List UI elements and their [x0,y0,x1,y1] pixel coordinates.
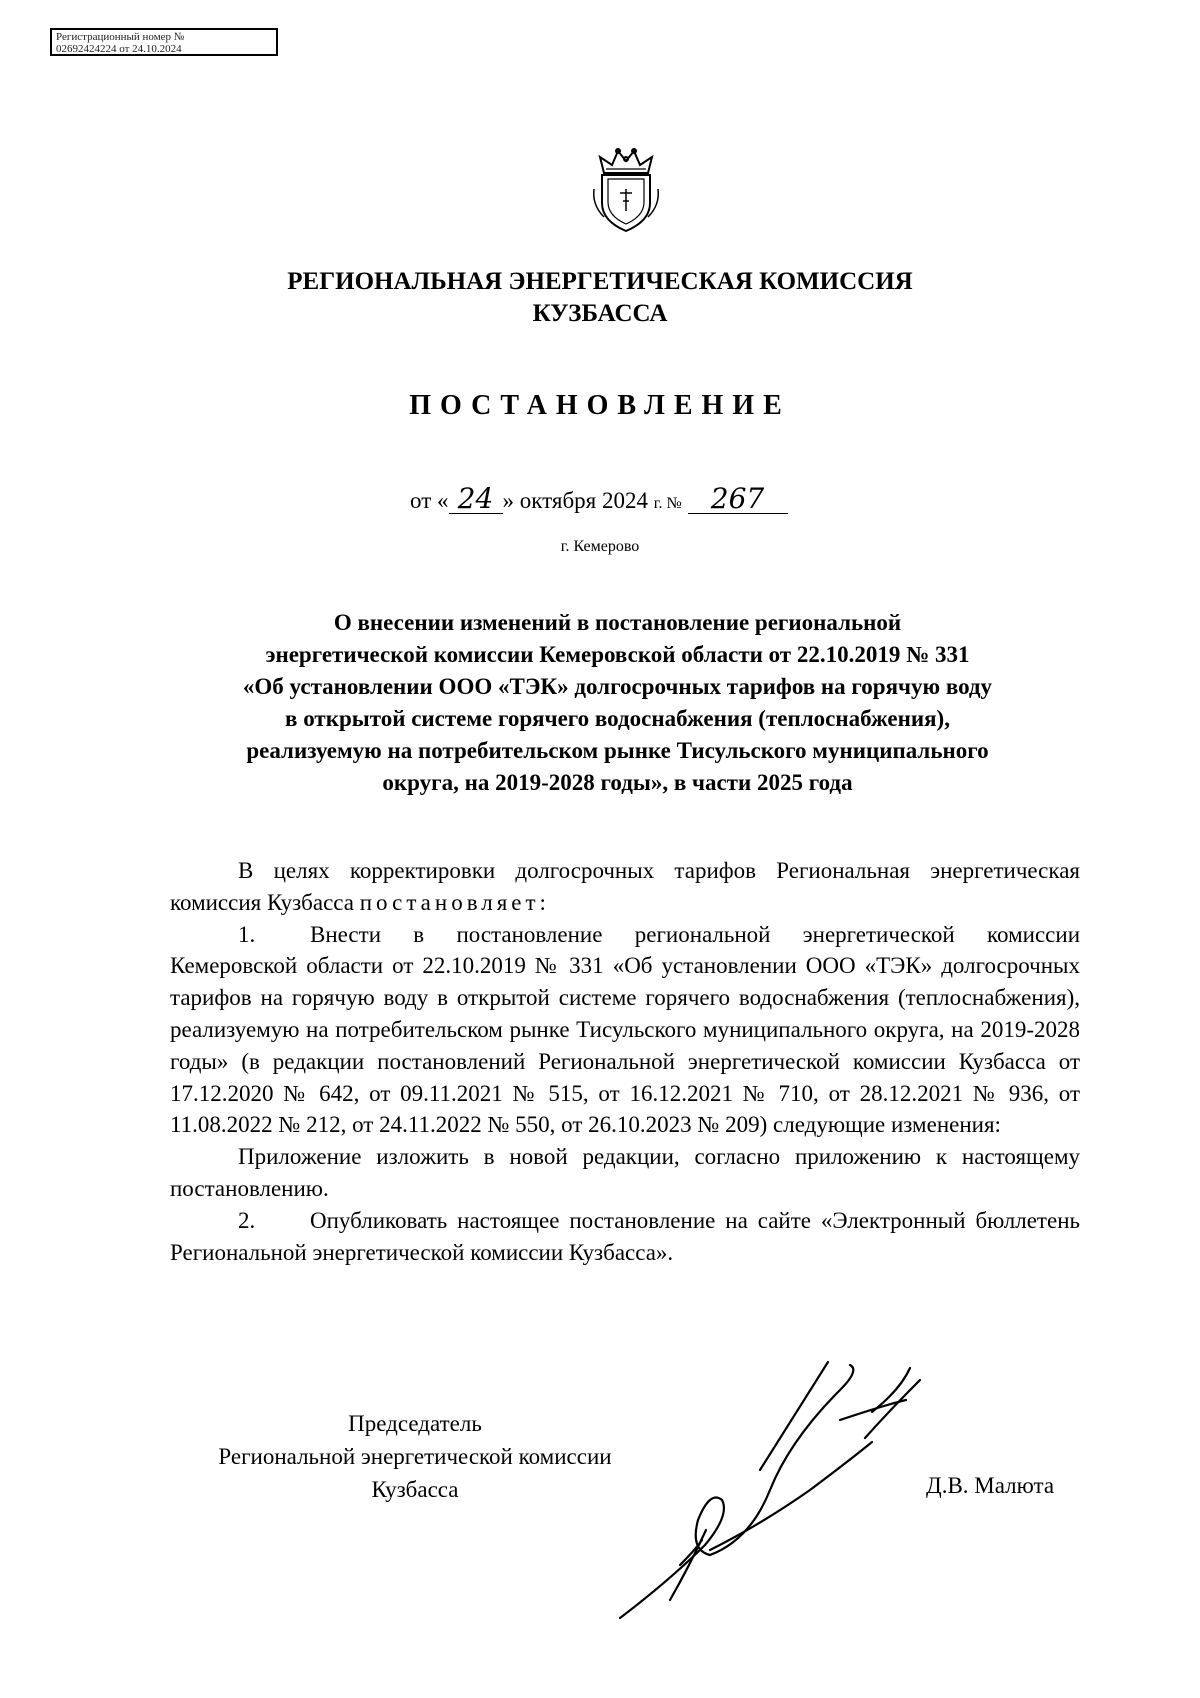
document-date-line [410,482,870,519]
registration-stamp [50,28,278,56]
item-2-text: Опубликовать настоящее постановление на сайте «Электронный бюллетень Региональной энергетической комиссии Кузбасса». [170,1207,1080,1265]
date-month-year: » октября 2024 [502,488,648,513]
signer-position-line2: Региональной энергетической комиссии [218,1444,612,1469]
subject-line: «Об установлении ООО «ТЭК» долгосрочных тарифов на горячую воду [242,674,993,699]
item-1-text: Внести в постановление региональной энергетической комиссии Кемеровской области от 22.10.2019 № 331 «Об установлении ООО «ТЭК» долгосрочных тарифов на горячую воду в открытой системе горячего водоснабжения (теплоснабжения), реализуемую на потребительском рынке Тисульского муниципального округа, на 2019-2028 годы» (в редакции постановлений Региональной энергетической комиссии Кузбасса от 17.12.2020 № 642, от 09.11.2021 № 515, от 16.12.2021 № 710, от 28.12.2021 № 936, от 11.08.2022 № 212, от 24.11.2022 № 550, от 26.10.2023 № 209) следующие изменения: [170,921,1080,1138]
intro-paragraph [170,855,1080,919]
organization-title-line1: РЕГИОНАЛЬНАЯ ЭНЕРГЕТИЧЕСКАЯ КОМИССИЯ [287,268,913,295]
document-body [170,855,1080,1268]
subject-line: энергетической комиссии Кемеровской области от 22.10.2019 № 331 [265,642,970,667]
signer-position-line3: Кузбасса [371,1477,459,1502]
document-type: ПОСТАНОВЛЕНИЕ [409,390,791,421]
coat-of-arms-icon [590,145,662,235]
registration-number: 02692424224 от 24.10.2024 [56,43,182,55]
item-2-number: 2. [238,1207,256,1233]
intro-verb: постановляет: [359,889,550,915]
item-1-paragraph [170,919,1080,1142]
document-subject [150,607,1085,799]
date-prefix: от « [410,488,449,513]
document-number-label: г. № [653,495,682,512]
signer-position [170,1407,660,1506]
handwritten-number: 267 [688,485,788,514]
registration-label: Регистрационный номер № [56,31,185,43]
item-1-number: 1. [238,921,256,947]
signer-position-line1: Председатель [348,1411,482,1436]
item-1-subparagraph: Приложение изложить в новой редакции, согласно приложению к настоящему постановлению. [170,1144,1080,1201]
item-2-paragraph [170,1205,1080,1269]
subject-line: в открытой системе горячего водоснабжения (теплоснабжения), [285,706,950,731]
handwritten-day: 24 [449,485,503,514]
subject-line: реализуемую на потребительском рынке Тисульского муниципального [246,738,989,763]
intro-text: В целях корректировки долгосрочных тарифов Региональная энергетическая комиссия Кузбасса [170,858,1080,915]
document-city: г. Кемерово [560,538,640,555]
signer-name: Д.В. Малюта [926,1473,1055,1498]
organization-title-line2: КУЗБАССА [532,300,668,327]
subject-line: округа, на 2019-2028 годы», в части 2025 года [382,770,853,795]
organization-title [150,266,1050,330]
subject-line: О внесении изменений в постановление региональной [333,610,902,635]
